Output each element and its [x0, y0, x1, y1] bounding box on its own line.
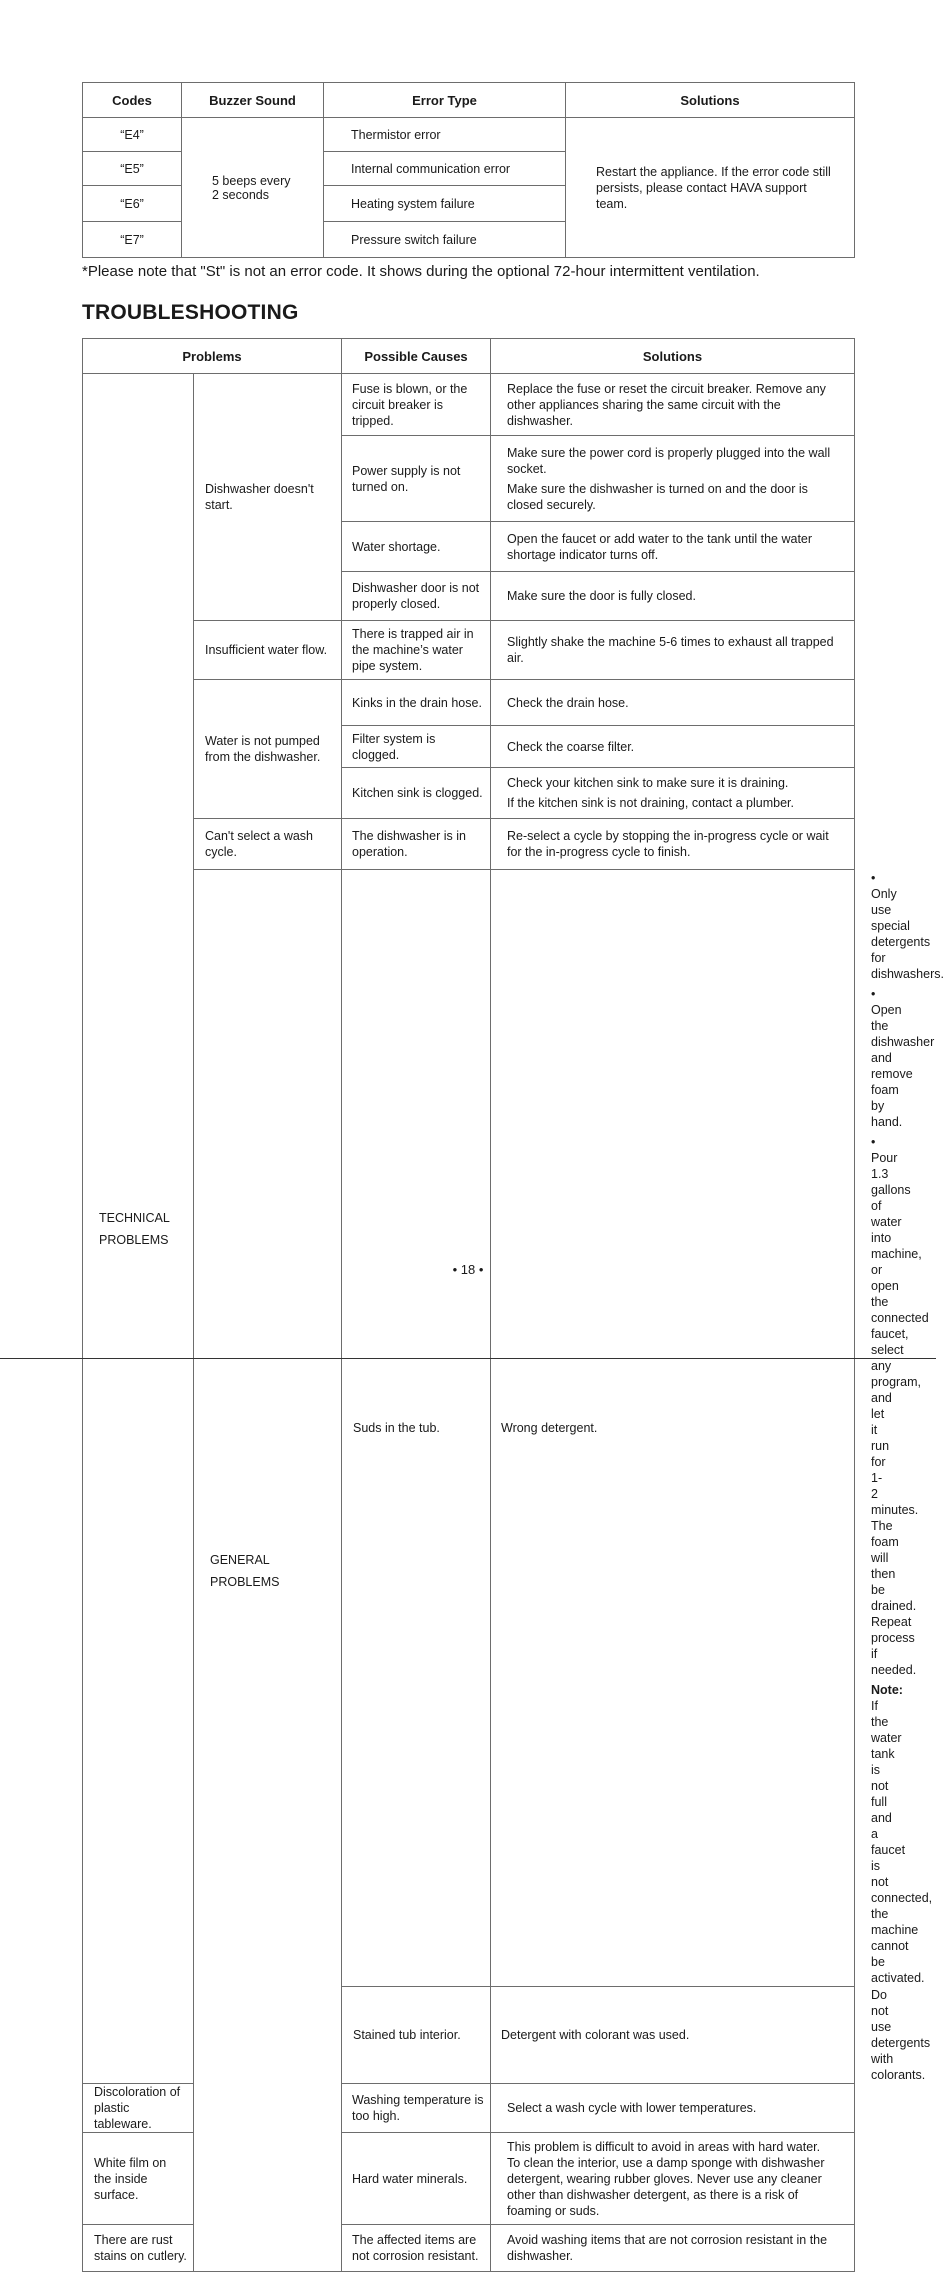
error-code: “E4”	[83, 118, 182, 152]
problem-suds: Suds in the tub.	[342, 870, 491, 1987]
category-line: PROBLEMS	[210, 1574, 280, 1589]
solution: This problem is difficult to avoid in areas with hard water. To clean the interior, use a damp sponge with dishwasher detergent, wearing rubber gloves. Never use any cleaner other than dishwasher detergent, as there is a risk of foaming or suds.	[491, 2133, 855, 2225]
table-row	[83, 118, 855, 152]
troubleshooting-table	[82, 338, 944, 2272]
problem-white-film: White film on the inside surface.	[83, 2133, 194, 2225]
solution: Check the coarse filter.	[491, 726, 855, 768]
header-solutions: Solutions	[491, 339, 855, 374]
header-possible-causes: Possible Causes	[342, 339, 491, 374]
error-type: Internal communication error	[324, 152, 566, 186]
header-solutions: Solutions	[566, 83, 855, 118]
cause: The dishwasher is in operation.	[342, 819, 491, 870]
solution: Re-select a cycle by stopping the in-progress cycle or wait for the in-progress cycle to finish.	[491, 819, 855, 870]
cause: There is trapped air in the machine’s water pipe system.	[342, 621, 491, 680]
table-row	[83, 374, 855, 436]
solution: Open the faucet or add water to the tank until the water shortage indicator turns off.	[491, 522, 855, 572]
cause: Hard water minerals.	[342, 2133, 491, 2225]
header-error-type: Error Type	[324, 83, 566, 118]
buzzer-sound-line: 5 beeps every	[212, 173, 291, 188]
problem-rust: There are rust stains on cutlery.	[83, 2225, 194, 2272]
st-code-note: *Please note that "St" is not an error code. It shows during the optional 72-hour intermittent ventilation.	[82, 263, 760, 280]
solution	[491, 768, 855, 819]
error-code: “E7”	[83, 222, 182, 258]
error-code: “E5”	[83, 152, 182, 186]
problem-stained: Stained tub interior.	[342, 1987, 491, 2084]
codes-header-row	[83, 83, 855, 118]
category-line: TECHNICAL	[99, 1210, 170, 1225]
note-label: Note:	[871, 1683, 903, 1697]
table-row	[83, 819, 855, 870]
error-codes-table	[82, 82, 855, 258]
note-text: If the water tank is not full and a faucet is not connected, the machine cannot be activated.	[871, 1699, 933, 1985]
cause: Filter system is clogged.	[342, 726, 491, 768]
category-general	[194, 870, 342, 2272]
bottom-divider	[0, 1358, 936, 1359]
table-row: Stained tub interior. Detergent with colorant was used. Do not use detergents with colorants.	[83, 1987, 855, 2084]
solution-line: Check your kitchen sink to make sure it is draining.	[507, 776, 789, 790]
category-technical	[83, 374, 194, 2084]
problem-water-flow: Insufficient water flow.	[194, 621, 342, 680]
error-code: “E6”	[83, 186, 182, 222]
cause: Fuse is blown, or the circuit breaker is tripped.	[342, 374, 491, 436]
table-row: GENERAL PROBLEMS Suds in the tub. Wrong detergent. • Only use special detergents for dishwashers. • Open the dishwasher and remove foam by hand. • Pour 1.3 gallons of water into machine, or open the connected faucet, select any program, and let it run for 1-2 minutes. The foam will then be drained. Repeat process if needed. Note: If the water tank is not full and a faucet is not connected, the machine cannot be activated.	[83, 870, 855, 1987]
solution	[491, 436, 855, 522]
solution: Slightly shake the machine 5-6 times to exhaust all trapped air.	[491, 621, 855, 680]
cause: Power supply is not turned on.	[342, 436, 491, 522]
table-row	[83, 621, 855, 680]
category-line: GENERAL	[210, 1552, 270, 1567]
header-codes: Codes	[83, 83, 182, 118]
problem-discoloration: Discoloration of plastic tableware.	[83, 2084, 194, 2133]
cause: Washing temperature is too high.	[342, 2084, 491, 2133]
table-row	[83, 680, 855, 726]
header-problems: Problems	[83, 339, 342, 374]
header-buzzer-sound: Buzzer Sound	[182, 83, 324, 118]
cause: Water shortage.	[342, 522, 491, 572]
cause: Detergent with colorant was used.	[491, 1987, 855, 2084]
cause: Wrong detergent.	[491, 870, 855, 1987]
error-solution: Restart the appliance. If the error code still persists, please contact HAVA support team.	[566, 118, 855, 258]
page-number: • 18 •	[452, 1262, 484, 1277]
error-type: Heating system failure	[324, 186, 566, 222]
solution-line: Make sure the dishwasher is turned on and the door is closed securely.	[507, 481, 808, 512]
solution: Check the drain hose.	[491, 680, 855, 726]
buzzer-sound-cell	[182, 118, 324, 258]
cause: Dishwasher door is not properly closed.	[342, 572, 491, 621]
error-type: Pressure switch failure	[324, 222, 566, 258]
problem-select-cycle: Can't select a wash cycle.	[194, 819, 342, 870]
section-title: TROUBLESHOOTING	[82, 301, 299, 324]
buzzer-sound-line: 2 seconds	[212, 187, 269, 202]
solution: Avoid washing items that are not corrosion resistant in the dishwasher.	[491, 2225, 855, 2272]
error-type: Thermistor error	[324, 118, 566, 152]
problem-not-pumped: Water is not pumped from the dishwasher.	[194, 680, 342, 819]
category-line: PROBLEMS	[99, 1232, 169, 1247]
problem-doesnt-start: Dishwasher doesn't start.	[194, 374, 342, 621]
solution-line: If the kitchen sink is not draining, contact a plumber.	[507, 796, 794, 810]
cause: The affected items are not corrosion resistant.	[342, 2225, 491, 2272]
ts-header-row	[83, 339, 855, 374]
solution-line: Make sure the power cord is properly plugged into the wall socket.	[507, 445, 831, 476]
solution: Select a wash cycle with lower temperatures.	[491, 2084, 855, 2133]
solution: Make sure the door is fully closed.	[491, 572, 855, 621]
solution: Replace the fuse or reset the circuit breaker. Remove any other appliances sharing the same circuit with the dishwasher.	[491, 374, 855, 436]
cause: Kitchen sink is clogged.	[342, 768, 491, 819]
cause: Kinks in the drain hose.	[342, 680, 491, 726]
